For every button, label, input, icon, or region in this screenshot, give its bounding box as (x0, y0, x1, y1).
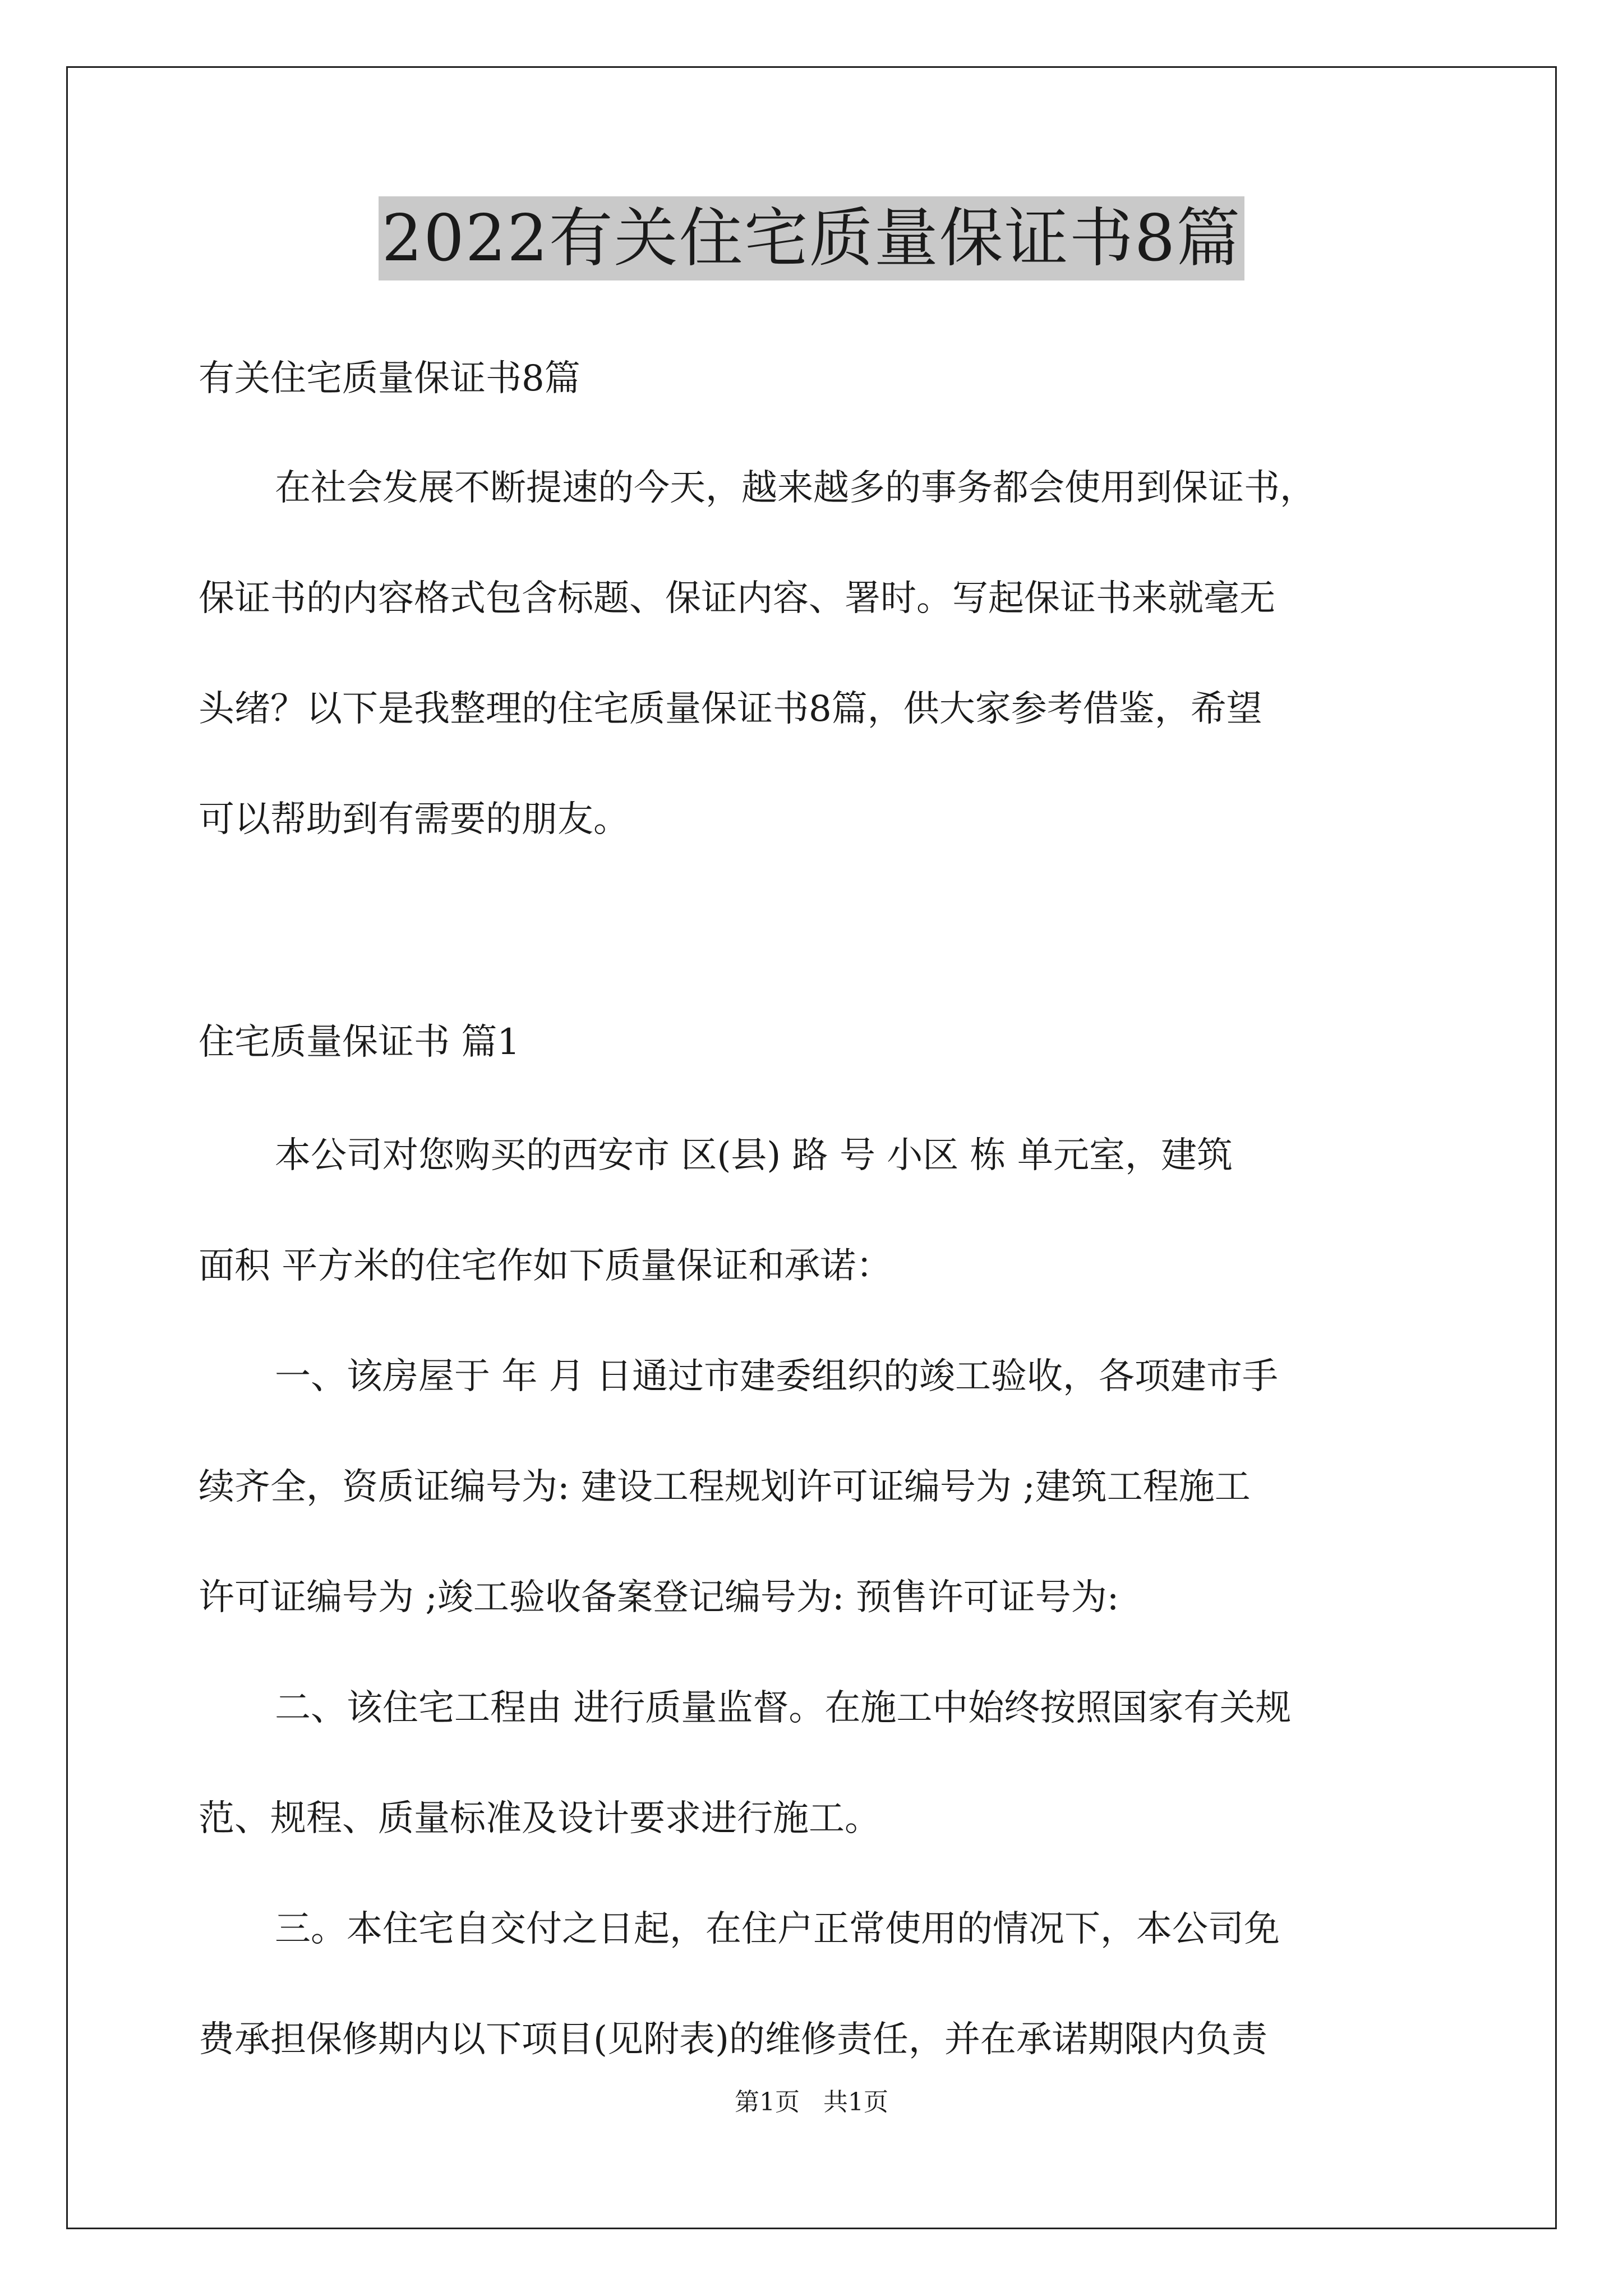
intro-paragraph-line: 可以帮助到有需要的朋友。 (199, 799, 629, 840)
body-paragraph-line: 本公司对您购买的西安市 区(县) 路 号 小区 栋 单元室，建筑 (275, 1135, 1233, 1176)
document-title: 2022有关住宅质量保证书8篇 (379, 196, 1245, 280)
body-paragraph-line: 许可证编号为 ;竣工验收备案登记编号为: 预售许可证号为: (199, 1577, 1119, 1618)
body-paragraph-line: 续齐全，资质证编号为: 建设工程规划许可证编号为 ;建筑工程施工 (199, 1466, 1251, 1508)
section-heading: 住宅质量保证书 篇1 (199, 1022, 520, 1063)
body-paragraph-line: 一、该房屋于 年 月 日通过市建委组织的竣工验收，各项建市手 (275, 1356, 1279, 1397)
page-number: 第1页 (735, 2088, 800, 2116)
page-total: 共1页 (823, 2088, 888, 2116)
title-container (0, 196, 1623, 280)
body-paragraph-line: 费承担保修期内以下项目(见附表)的维修责任，并在承诺期限内负责 (199, 2019, 1267, 2060)
body-paragraph-line: 三。本住宅自交付之日起，在住户正常使用的情况下，本公司免 (275, 1908, 1280, 1950)
body-paragraph-line: 二、该住宅工程由 进行质量监督。在施工中始终按照国家有关规 (275, 1687, 1292, 1729)
intro-paragraph-line: 头绪？以下是我整理的住宅质量保证书8篇，供大家参考借鉴，希望 (199, 688, 1262, 730)
intro-paragraph-line: 保证书的内容格式包含标题、保证内容、署时。写起保证书来就毫无 (199, 578, 1275, 619)
intro-paragraph-line: 在社会发展不断提速的今天，越来越多的事务都会使用到保证书， (275, 467, 1316, 509)
page-footer (0, 2086, 1623, 2119)
body-paragraph-line: 面积 平方米的住宅作如下质量保证和承诺： (199, 1245, 892, 1287)
document-subtitle: 有关住宅质量保证书8篇 (199, 358, 580, 399)
body-paragraph-line: 范、规程、质量标准及设计要求进行施工。 (199, 1798, 880, 1839)
